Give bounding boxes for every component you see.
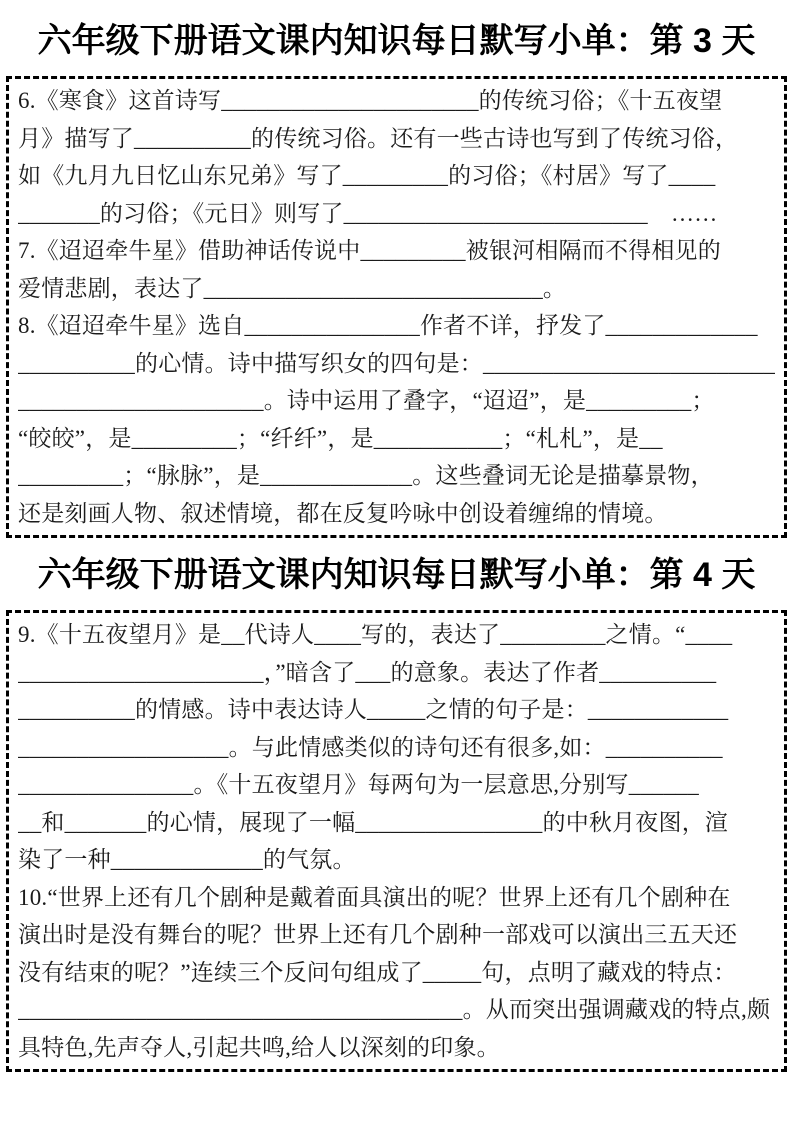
question-line: 染了一种_____________的气氛。 <box>18 847 356 872</box>
question-line: 如《九月九日忆山东兄弟》写了_________的习俗；《村居》写了____ <box>18 163 716 188</box>
question-line: _______的习俗；《元日》则写了__________________________ …… <box>18 200 718 226</box>
question-box-day-3 <box>6 76 787 538</box>
question-line: 爱情悲剧，表达了_____________________________。 <box>18 275 567 301</box>
worksheet-title-day-4: 六年级下册语文课内知识每日默写小单：第 4 天 <box>37 556 756 594</box>
question-line: 8.《迢迢牵牛星》选自_______________作者不详，抒发了_____________ <box>18 313 758 338</box>
question-line: _____________________，”暗含了___的意象。表达了作者__________ <box>18 659 717 685</box>
question-line: 具特色,先声夺人,引起共鸣,给人以深刻的印象。 <box>18 1034 500 1060</box>
question-line: 7.《迢迢牵牛星》借助神话传说中_________被银河相隔而不得相见的 <box>18 238 721 263</box>
question-line: 还是刻画人物、叙述情境，都在反复吟咏中创设着缠绵的情境。 <box>18 500 668 526</box>
question-line: _____________________。诗中运用了叠字，“迢迢”，是_________； <box>18 388 715 413</box>
question-line: 10.“世界上还有几个剧种是戴着面具演出的呢？世界上还有几个剧种在 <box>18 884 731 910</box>
question-line: ______________________________________。从而突出强调藏戏的特点,颇 <box>18 997 771 1022</box>
question-line: 演出时是没有舞台的呢？世界上还有几个剧种一部戏可以演出三五天还 <box>18 922 738 947</box>
question-line: _______________。《十五夜望月》每两句为一层意思,分别写______ <box>18 772 699 797</box>
question-line: 月》描写了__________的传统习俗。还有一些古诗也写到了传统习俗， <box>18 125 739 151</box>
question-line: __________的情感。诗中表达诗人_____之情的句子是：____________ <box>18 697 729 722</box>
question-line: __________________。与此情感类似的诗句还有很多,如：__________ <box>18 734 723 760</box>
question-line: _________；“脉脉”，是_____________。这些叠词无论是描摹景物， <box>18 463 714 488</box>
question-line: “皎皎”，是_________；“纤纤”，是___________；“札札”，是__ <box>18 425 663 451</box>
question-line: __和_______的心情，展现了一幅________________的中秋月夜图，渲 <box>18 809 729 835</box>
question-line: 9.《十五夜望月》是__代诗人____写的，表达了_________之情。“____ <box>18 622 733 647</box>
question-box-day-4 <box>6 610 787 1072</box>
question-line: 没有结束的呢？”连续三个反问句组成了_____句，点明了藏戏的特点： <box>18 959 737 985</box>
question-line: __________的心情。诗中描写织女的四句是：_________________________ <box>18 350 775 376</box>
worksheet-title-day-3: 六年级下册语文课内知识每日默写小单：第 3 天 <box>37 22 756 60</box>
question-line: 6.《寒食》这首诗写______________________的传统习俗；《十五夜望 <box>18 88 723 113</box>
